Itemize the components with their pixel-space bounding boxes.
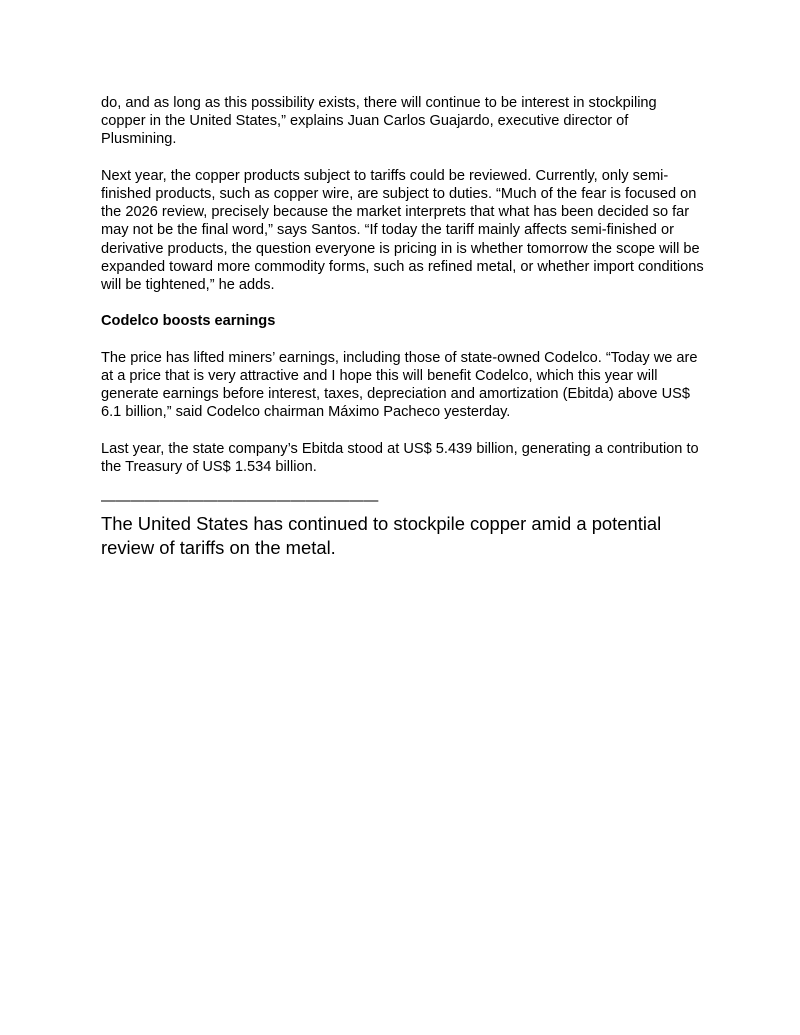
body-paragraph: Next year, the copper products subject to tariffs could be reviewed. Currently, only semi-finished products, such as copper wire, are subject to duties. “Much of the fear is focused on the 2026 review, precisely because the market interprets that what has been decided so far may not be the final word,” says Santos. “If today the tariff mainly affects semi-finished or derivative products, the question everyone is pricing in is whether tomorrow the scope will be expanded toward more commodity forms, such as refined metal, or whether import conditions will be tightened,” he adds.	[101, 167, 704, 294]
body-paragraph: The price has lifted miners’ earnings, including those of state-owned Codelco. “Today we are at a price that is very attractive and I hope this will benefit Codelco, which this year will generate earnings before interest, taxes, depreciation and amortization (Ebitda) above US$ 6.1 billion,” said Codelco chairman Máximo Pacheco yesterday.	[101, 349, 698, 421]
body-paragraph: Last year, the state company’s Ebitda stood at US$ 5.439 billion, generating a contribution to the Treasury of US$ 1.534 billion.	[101, 440, 699, 475]
document-page	[101, 94, 705, 560]
separator-rule: ———————————————————	[101, 493, 379, 510]
photo-caption: The United States has continued to stockpile copper amid a potential review of tariffs on the metal.	[101, 513, 662, 559]
body-paragraph: do, and as long as this possibility exists, there will continue to be interest in stockpiling copper in the United States,” explains Juan Carlos Guajardo, executive director of Plusmining.	[101, 95, 657, 148]
section-heading: Codelco boosts earnings	[101, 313, 276, 330]
